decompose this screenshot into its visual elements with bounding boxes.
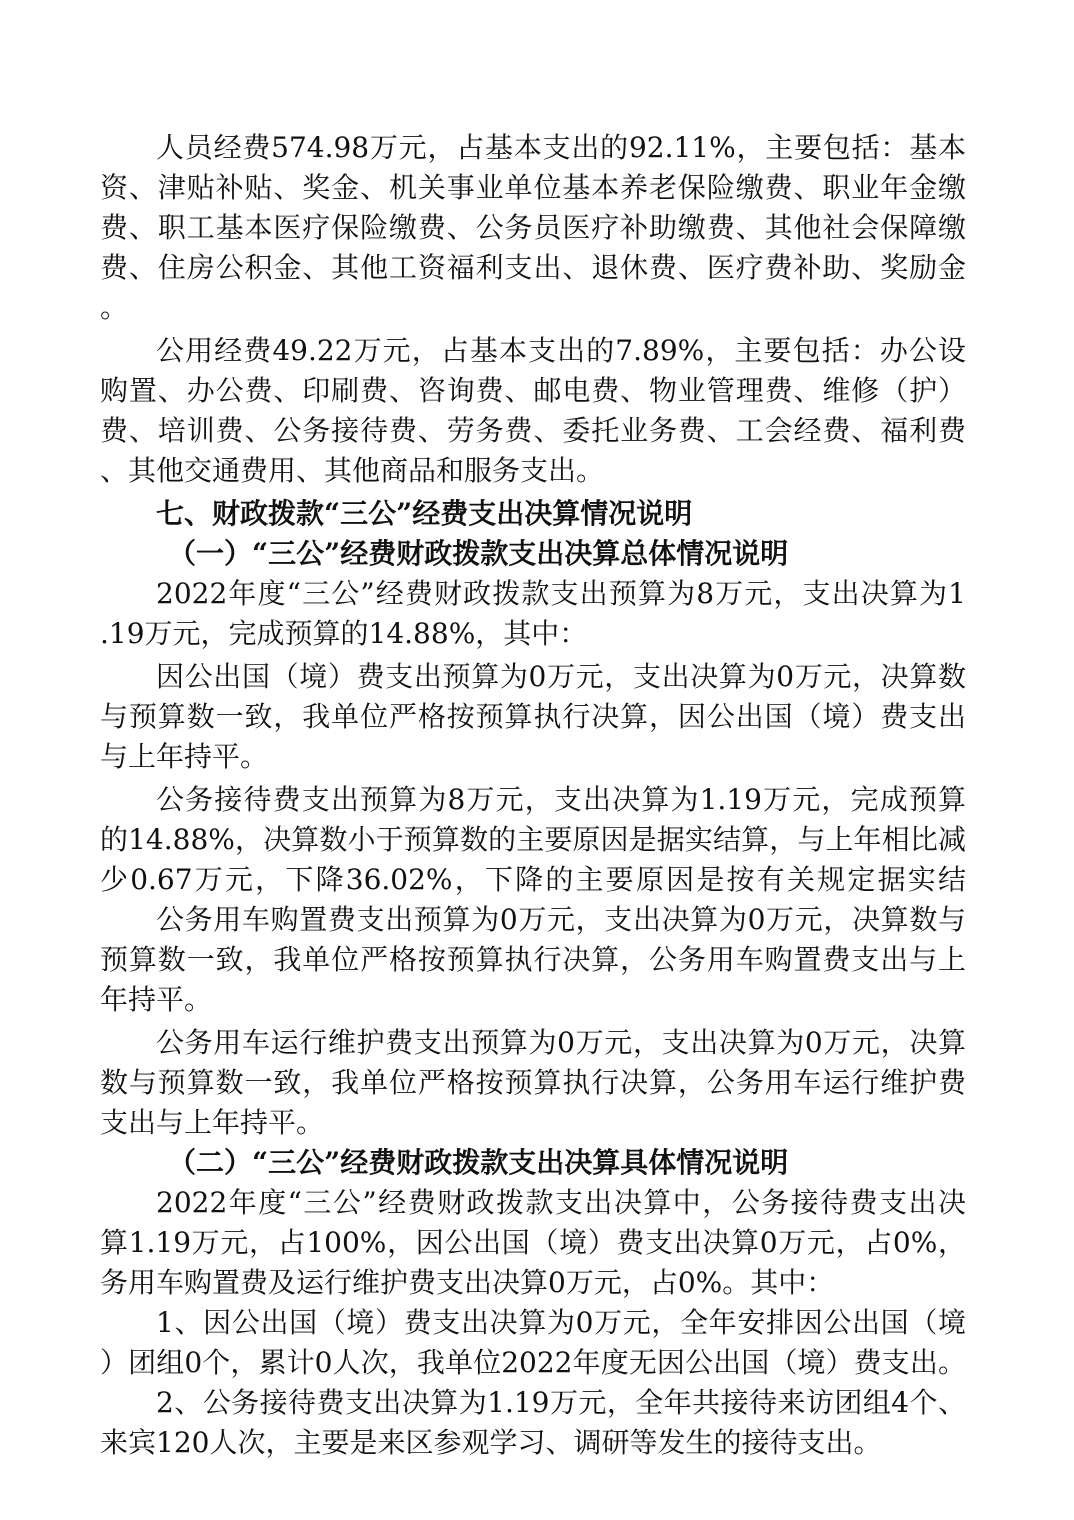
text-line: 的14.88%，决算数小于预算数的主要原因是据实结算，与上年相比减 bbox=[100, 823, 966, 856]
section-heading: 七、财政拨款“三公”经费支出决算情况说明 bbox=[156, 497, 693, 530]
text-line: 2022年度“三公”经费财政拨款支出预算为8万元，支出决算为1 bbox=[156, 577, 966, 610]
text-line: 公务用车购置费支出预算为0万元，支出决算为0万元，决算数与 bbox=[156, 903, 966, 936]
paragraph-item-2 bbox=[100, 1383, 966, 1463]
text-line: 来宾120人次，主要是来区参观学习、调研等发生的接待支出。 bbox=[100, 1426, 882, 1459]
text-line: 务用车购置费及运行维护费支出决算0万元，占0%。其中： bbox=[100, 1266, 835, 1299]
text-line: .19万元，完成预算的14.88%，其中： bbox=[100, 617, 588, 650]
text-line: 费、职工基本医疗保险缴费、公务员医疗补助缴费、其他社会保障缴 bbox=[100, 211, 966, 244]
text-line: 年持平。 bbox=[100, 983, 213, 1016]
text-line: 与预算数一致，我单位严格按预算执行决算，因公出国（境）费支出 bbox=[100, 700, 966, 733]
paragraph-specific-breakdown bbox=[100, 1183, 966, 1303]
text-line: 算1.19万元，占100%，因公出国（境）费支出决算0万元，占0%， bbox=[100, 1226, 966, 1259]
subsection-heading-2: （二）“三公”经费财政拨款支出决算具体情况说明 bbox=[168, 1146, 789, 1179]
text-line: 与上年持平。 bbox=[100, 740, 269, 773]
paragraph-overseas-travel bbox=[100, 657, 966, 777]
text-line: 购置、办公费、印刷费、咨询费、邮电费、物业管理费、维修（护） bbox=[100, 374, 966, 407]
text-line: 、其他交通费用、其他商品和服务支出。 bbox=[100, 454, 605, 487]
text-line: 因公出国（境）费支出预算为0万元，支出决算为0万元，决算数 bbox=[156, 660, 966, 693]
text-line: 人员经费574.98万元，占基本支出的92.11%，主要包括：基本 bbox=[156, 131, 966, 164]
document-page bbox=[100, 128, 966, 1463]
text-line: 少0.67万元，下降36.02%，下降的主要原因是按有关规定据实结 bbox=[100, 863, 966, 896]
text-line: 1、因公出国（境）费支出决算为0万元，全年安排因公出国（境 bbox=[156, 1306, 966, 1339]
text-line: 数与预算数一致，我单位严格按预算执行决算，公务用车运行维护费 bbox=[100, 1066, 966, 1099]
paragraph-public-expenses bbox=[100, 331, 966, 491]
paragraph-vehicle-maintenance bbox=[100, 1023, 966, 1143]
text-line: 资、津贴补贴、奖金、机关事业单位基本养老保险缴费、职业年金缴 bbox=[100, 171, 966, 204]
text-line: 支出与上年持平。 bbox=[100, 1106, 325, 1139]
text-line: 2、公务接待费支出决算为1.19万元，全年共接待来访团组4个、 bbox=[156, 1386, 966, 1419]
text-line: 2022年度“三公”经费财政拨款支出决算中，公务接待费支出决 bbox=[156, 1186, 966, 1219]
text-line: 预算数一致，我单位严格按预算执行决算，公务用车购置费支出与上 bbox=[100, 943, 966, 976]
paragraph-overall-budget bbox=[100, 574, 966, 654]
text-line: ）团组0个，累计0人次，我单位2022年度无因公出国（境）费支出。 bbox=[100, 1346, 966, 1379]
text-line: 公务接待费支出预算为8万元，支出决算为1.19万元，完成预算 bbox=[156, 783, 966, 816]
paragraph-reception bbox=[100, 780, 966, 900]
paragraph-personnel-expenses bbox=[100, 128, 966, 328]
paragraph-item-1 bbox=[100, 1303, 966, 1383]
subsection-heading-1: （一）“三公”经费财政拨款支出决算总体情况说明 bbox=[168, 537, 789, 570]
text-line: 。 bbox=[100, 291, 129, 324]
paragraph-vehicle-purchase bbox=[100, 900, 966, 1020]
text-line: 费、住房公积金、其他工资福利支出、退休费、医疗费补助、奖励金 bbox=[100, 251, 966, 284]
text-line: 公务用车运行维护费支出预算为0万元，支出决算为0万元，决算 bbox=[156, 1026, 966, 1059]
text-line: 费、培训费、公务接待费、劳务费、委托业务费、工会经费、福利费 bbox=[100, 414, 966, 447]
text-line: 公用经费49.22万元，占基本支出的7.89%，主要包括：办公设 bbox=[156, 334, 966, 367]
